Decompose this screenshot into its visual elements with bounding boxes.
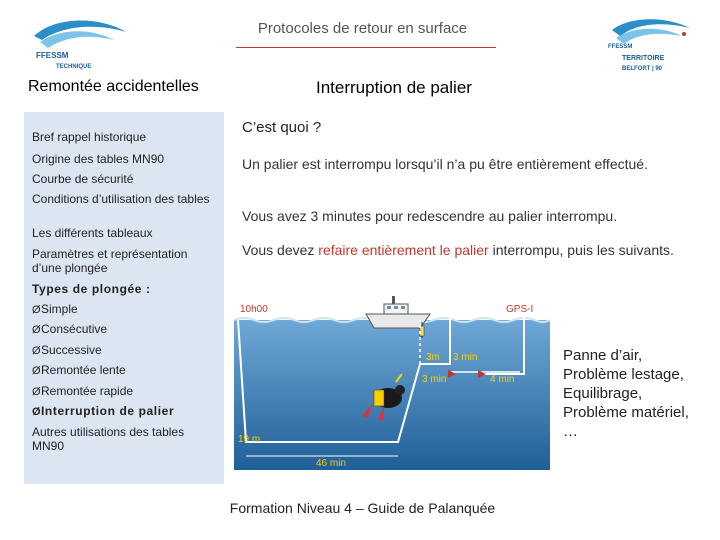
text-segment: interrompu, puis les suivants. [488,242,674,258]
stop-time-bottom-right-label: 4 min [490,374,515,385]
bullet-arrow-icon: Ø [32,324,41,336]
bullet-arrow-icon: Ø [32,386,41,398]
sidebar-subitem-label: Consécutive [41,322,108,336]
sidebar-subitem-label: Simple [41,302,78,316]
logo-right-line1: TERRITOIRE [622,55,665,62]
logo-left-sub: TECHNIQUE [56,64,92,70]
stop-depth-label: 3m [426,352,440,363]
time-start-label: 10h00 [240,304,268,315]
sidebar-item-historique[interactable]: Bref rappel historique [32,130,147,144]
sidebar-item-origine[interactable]: Origine des tables MN90 [32,152,165,166]
sidebar-subitem-consecutive[interactable] [32,322,216,337]
sidebar-subitem-label: Remontée rapide [41,384,134,398]
cause-item: Problème lestage, [563,366,684,383]
section-heading-left: Remontée accidentelles [28,78,199,95]
page-title: Protocoles de retour en surface [257,20,468,37]
sidebar-subitem-successive[interactable] [32,343,216,358]
sidebar-item-courbe[interactable]: Courbe de sécurité [32,172,134,186]
question-heading: C’est quoi ? [242,119,322,136]
logo-right-line2: BELFORT | 90 [622,66,663,72]
redo-stop-text [242,241,684,260]
gps-label: GPS-I [506,304,534,315]
sidebar-subitem-simple[interactable] [32,302,216,317]
cause-item: … [563,423,578,440]
stop-time-bottom-left-label: 3 min [422,374,447,385]
sidebar-subitem-interruption-active[interactable] [32,404,216,419]
duration-label: 46 min [316,458,347,469]
definition-text: Un palier est interrompu lorsqu’il n’a pu être entièrement effectué. [242,156,648,172]
footer-text: Formation Niveau 4 – Guide de Palanquée [229,500,496,516]
sidebar-subitem-label: Remontée lente [41,363,126,377]
cause-item: Equilibrage, [563,385,643,402]
bullet-arrow-icon: Ø [32,365,41,377]
logo-left-text: FFESSM [36,51,69,60]
logo-right-text: FFESSM [608,44,633,50]
sidebar-subitem-label: Successive [41,343,102,357]
sidebar-item-tableaux[interactable]: Les différents tableaux [32,226,153,240]
highlight-text: refaire entièrement le palier [318,242,489,258]
section-heading-right: Interruption de palier [316,78,472,97]
dive-profile-diagram [234,294,550,470]
rule-3-minutes-text: Vous avez 3 minutes pour redescendre au palier interrompu. [242,208,618,224]
bullet-arrow-icon: Ø [32,406,42,418]
sidebar-subitem-remontee-lente[interactable] [32,363,216,378]
sidebar-item-parametres[interactable]: Paramètres et représentation d’une plongée [32,247,188,275]
sidebar-item-autres[interactable]: Autres utilisations des tables MN90 [32,425,185,453]
bullet-arrow-icon: Ø [32,345,41,357]
cause-item: Panne d’air, [563,347,643,364]
bullet-arrow-icon: Ø [32,304,41,316]
stop-time-top-label: 3 min [453,352,478,363]
causes-list [563,346,713,441]
text-segment: Vous devez [242,242,319,258]
title-underline [236,47,496,48]
sidebar-item-conditions[interactable]: Conditions d’utilisation des tables [32,192,210,206]
sidebar-subitem-label: Interruption de palier [41,404,175,418]
sidebar-item-types[interactable]: Types de plongée : [32,282,151,296]
sidebar-subitem-remontee-rapide[interactable] [32,384,216,399]
depth-label: 19 m [238,434,261,445]
cause-item: Problème matériel, [563,404,689,421]
